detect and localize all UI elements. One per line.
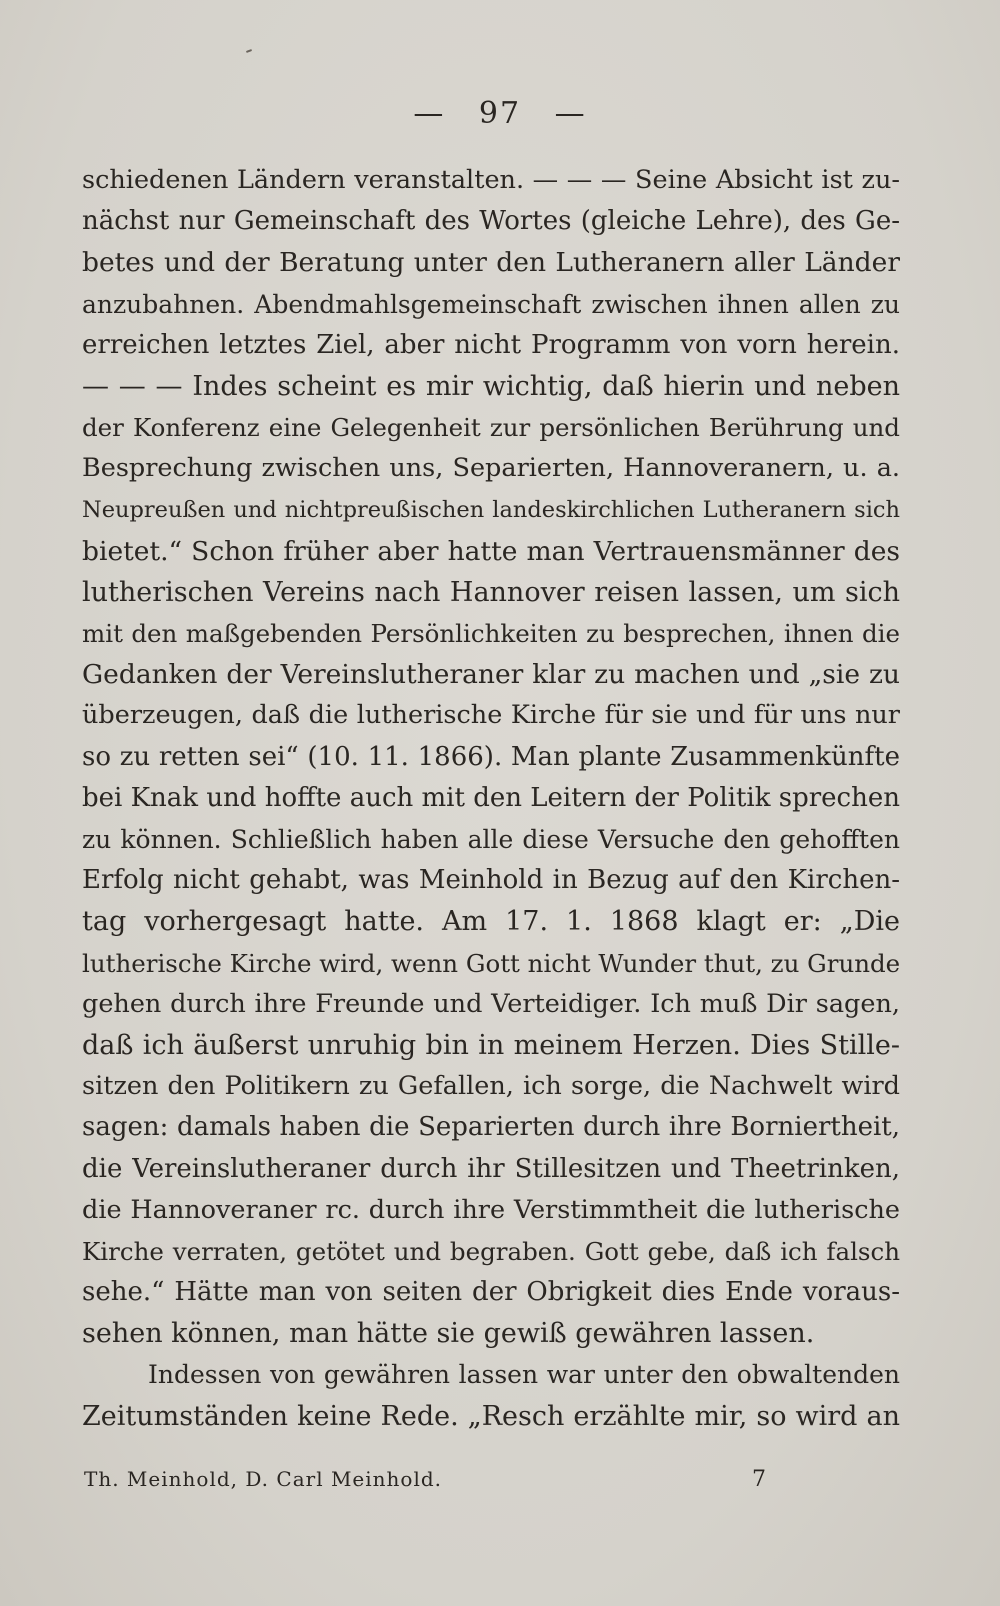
text-line: schiedenen Ländern veranstalten. — — — Seine Absicht ist zu- [82,165,900,195]
text-line: lutherischen Vereins nach Hannover reisen lassen, um sich [82,576,900,608]
text-line: — — — Indes scheint es mir wichtig, daß hierin und neben [82,370,900,402]
text-line: die Vereinslutheraner durch ihr Stillesitzen und Theetrinken, [82,1153,900,1184]
text-line: betes und der Beratung unter den Lutheranern aller Länder [82,247,900,279]
text-line: erreichen letztes Ziel, aber nicht Programm von vorn herein. [82,329,900,360]
text-line: anzubahnen. Abendmahlsgemeinschaft zwischen ihnen allen zu [82,289,900,319]
text-line: nächst nur Gemeinschaft des Wortes (gleiche Lehre), des Ge- [82,206,900,237]
text-line: überzeugen, daß die lutherische Kirche für sie und für uns nur [82,700,900,731]
text-line: die Hannoveraner rc. durch ihre Verstimmtheit die lutherische [82,1194,900,1225]
header-dash-left: — [413,96,446,131]
text-line: der Konferenz eine Gelegenheit zur persönlichen Berührung und [82,413,900,443]
body-text [82,160,900,1437]
text-line: tag vorhergesagt hatte. Am 17. 1. 1868 klagt er: „Die [82,906,900,938]
text-line: Gedanken der Vereinslutheraner klar zu machen und „sie zu [82,659,900,691]
ink-speck [246,49,252,53]
text-line: bietet.“ Schon früher aber hatte man Vertrauensmänner des [82,535,900,567]
text-line: bei Knak und hoffte auch mit den Leitern der Politik sprechen [82,782,900,813]
text-line: Kirche verraten, getötet und begraben. Gott gebe, daß ich falsch [82,1236,900,1266]
footer-author-line: Th. Meinhold, D. Carl Meinhold. [84,1467,443,1491]
page-number: 97 [478,96,522,131]
text-line: lutherische Kirche wird, wenn Gott nicht Wunder thut, zu Grunde [82,948,900,978]
text-line: Zeitumständen keine Rede. „Resch erzählte mir, so wird an [82,1400,900,1432]
signature-mark: 7 [752,1467,766,1492]
text-line: mit den maßgebenden Persönlichkeiten zu besprechen, ihnen die [82,619,900,649]
text-line-paragraph-start: Indessen von gewähren lassen war unter den obwaltenden [148,1360,900,1390]
text-line: sitzen den Politikern zu Gefallen, ich sorge, die Nachwelt wird [82,1071,900,1102]
text-line: Besprechung zwischen uns, Separierten, Hannoveranern, u. a. [82,453,900,484]
text-line: Erfolg nicht gehabt, was Meinhold in Bezug auf den Kirchen- [82,865,900,896]
header-dash-right: — [554,96,587,131]
text-line: Neupreußen und nichtpreußischen landeskirchlichen Lutheranern sich [82,496,900,523]
text-line-paragraph-end: sehen können, man hätte sie gewiß gewähren lassen. [82,1318,815,1350]
text-line: sagen: damals haben die Separierten durch ihre Borniertheit, [82,1112,900,1143]
text-line: sehe.“ Hätte man von seiten der Obrigkeit dies Ende voraus- [82,1277,900,1308]
page-header [0,96,1000,131]
text-line: daß ich äußerst unruhig bin in meinem Herzen. Dies Stille- [82,1029,900,1061]
text-line: gehen durch ihre Freunde und Verteidiger. Ich muß Dir sagen, [82,988,900,1019]
text-line: so zu retten sei“ (10. 11. 1866). Man plante Zusammenkünfte [82,741,900,772]
text-line: zu können. Schließlich haben alle diese Versuche den gehofften [82,825,900,854]
